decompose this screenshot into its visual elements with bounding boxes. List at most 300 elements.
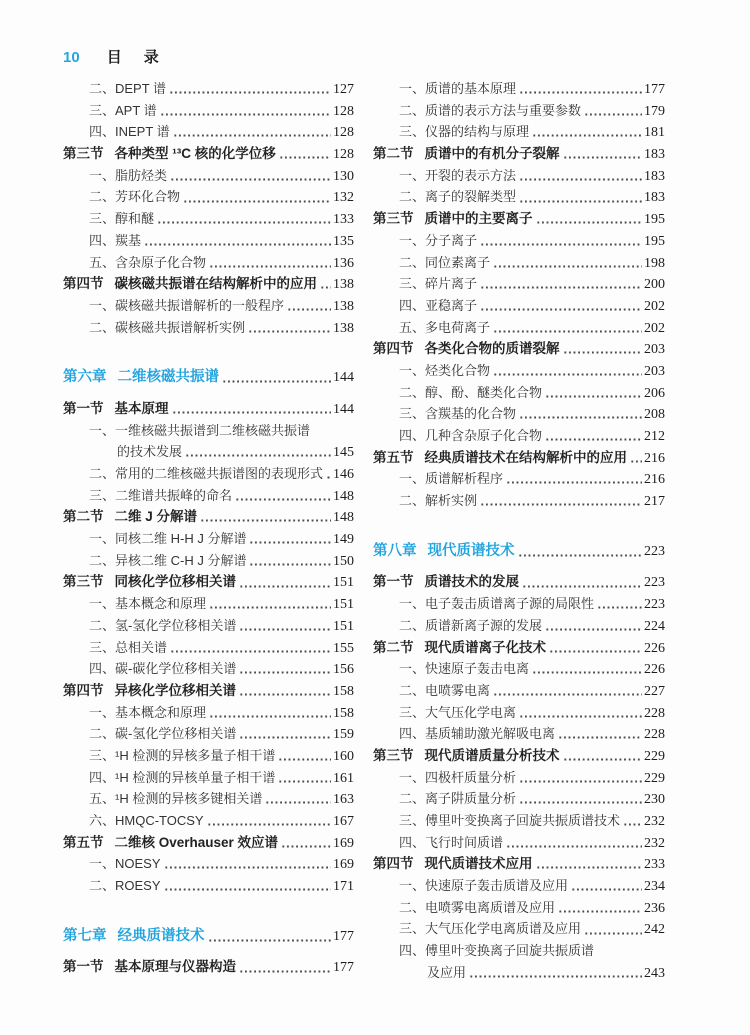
toc-entry [63,463,354,485]
dot-leader [519,788,642,810]
entry-page-number: 160 [333,748,354,764]
dot-leader [239,723,331,745]
dot-leader [623,810,642,832]
dot-leader [519,403,642,425]
entry-page-number: 145 [333,445,354,461]
entry-page-number: 234 [644,879,665,895]
entry-title: 经典质谱技术在结构解析中的应用 [424,449,627,465]
toc-entry [63,78,354,100]
entry-page-number: 208 [644,407,665,423]
entry-title: 五、¹H 检测的异核多键相关谱 [89,791,263,807]
toc-entry [373,940,665,962]
toc-entry [63,398,354,420]
toc-entry [373,121,665,143]
toc-entry [373,208,665,230]
entry-title: 二、DEPT 谱 [89,81,167,96]
toc-entry [373,143,665,165]
entry-page-number: 149 [333,532,354,548]
toc-header-title: 目录 [106,49,181,66]
dot-leader [480,490,642,512]
entry-page-number: 169 [333,857,354,873]
dot-leader [532,121,642,143]
entry-page-number: 127 [333,82,354,97]
dot-leader [563,338,643,360]
toc-entry [63,100,354,122]
dot-leader [519,186,642,208]
entry-label: 第一节 [63,959,104,975]
dot-leader [519,767,642,789]
toc-entry [373,637,665,659]
toc-entry [373,541,665,563]
dot-leader [584,100,642,122]
entry-page-number: 243 [644,965,665,981]
entry-page-number: 181 [644,125,665,141]
toc-entry [373,338,665,360]
dot-leader [571,875,642,897]
entry-title: 异核化学位移相关谱 [114,682,236,698]
toc-entry [373,447,665,469]
entry-title: 各类化合物的质谱裂解 [424,341,560,357]
entry-title: 二、电喷雾电离质谱及应用 [399,899,556,915]
entry-title: 二、醇、酚、醚类化合物 [399,384,543,400]
dot-leader [183,186,331,208]
toc-entry [373,295,665,317]
toc-entry [63,745,354,767]
entry-page-number: 144 [333,401,354,417]
entry-page-number: 179 [644,103,665,119]
toc-entry [63,702,354,724]
entry-title: 各种类型 ¹³C 核的化学位移 [114,146,276,162]
dot-leader [173,121,331,143]
entry-page-number: 148 [333,488,354,504]
entry-title: 六、HMQC-TOCSY [89,813,204,828]
entry-page-number: 148 [333,510,354,526]
dot-leader [558,723,642,745]
entry-label: 第五节 [63,834,104,850]
dot-leader [249,528,331,550]
toc-entry [373,788,665,810]
entry-page-number: 132 [333,190,354,206]
toc-entry [63,295,354,317]
entry-title: 现代质谱离子化技术 [424,639,546,655]
toc-entry [63,853,354,875]
entry-title: 二、电喷雾电离 [399,682,491,698]
entry-page-number: 202 [644,298,665,314]
entry-title: 一、开裂的表示方法 [399,167,517,183]
dot-leader [265,788,331,810]
entry-page-number: 150 [333,553,354,569]
entry-title: 四、傅里叶变换离子回旋共振质谱 [399,943,595,959]
dot-leader [630,447,642,469]
dot-leader [239,571,331,593]
entry-title: 现代质谱质量分析技术 [424,747,560,763]
toc-entry [373,425,665,447]
entry-title: 二、ROESY [89,878,161,894]
entry-page-number: 138 [333,320,354,336]
entry-page-number: 138 [333,298,354,314]
entry-title: 二、碳核磁共振谱解析实例 [89,319,246,335]
dot-leader [493,317,642,339]
toc-entry [63,723,354,745]
dot-leader [208,926,332,948]
entry-title: 二维 J 分解谱 [114,509,198,525]
dot-leader [563,143,643,165]
page-header [63,46,181,67]
entry-page-number: 177 [644,82,665,97]
entry-title: 四、INEPT 谱 [89,124,170,140]
toc-entry [63,680,354,702]
toc-entry [63,143,354,165]
entry-title: 一、NOESY [89,856,161,872]
entry-label: 第三节 [373,211,414,227]
entry-label: 第四节 [373,856,414,872]
entry-title: 二、离子阱质量分析 [399,791,517,807]
entry-title: 一、基本概念和原理 [89,596,207,612]
dot-leader [519,165,642,187]
dot-leader [480,230,642,252]
entry-title: 二、氢-氢化学位移相关谱 [89,617,237,633]
entry-page-number: 151 [333,597,354,613]
entry-title: 三、碎片离子 [399,276,478,292]
entry-title: 四、基质辅助激光解吸电离 [399,726,556,742]
dot-leader [169,78,331,100]
dot-leader [480,295,642,317]
dot-leader [278,745,331,767]
entry-page-number: 183 [644,168,665,184]
entry-title: 四、亚稳离子 [399,297,478,313]
dot-leader [506,468,642,490]
entry-title: 四、飞行时间质谱 [399,834,504,850]
entry-page-number: 229 [644,748,665,764]
entry-title: 一、烃类化合物 [399,362,491,378]
toc-column-right [373,78,665,984]
entry-page-number: 158 [333,705,354,721]
dot-leader [209,252,331,274]
dot-leader [519,702,642,724]
entry-title: 五、多电荷离子 [399,319,491,335]
dot-leader [518,541,643,563]
entry-page-number: 233 [644,857,665,873]
toc-entry [63,186,354,208]
entry-page-number: 151 [333,618,354,634]
entry-page-number: 223 [644,575,665,591]
entry-label: 第四节 [373,341,414,357]
toc-entry [373,593,665,615]
entry-page-number: 216 [644,450,665,466]
entry-page-number: 229 [644,770,665,786]
toc-entry [373,186,665,208]
dot-leader [239,658,331,680]
toc-entry [63,165,354,187]
entry-title: 二、离子的裂解类型 [399,189,517,205]
entry-page-number: 230 [644,792,665,808]
entry-page-number: 138 [333,277,354,293]
entry-page-number: 156 [333,662,354,678]
toc-column-left [63,78,354,984]
toc-entry [373,853,665,875]
dot-leader [239,956,331,978]
entry-page-number: 136 [333,255,354,271]
entry-page-number: 202 [644,320,665,336]
toc-entry [373,571,665,593]
toc-entry [373,100,665,122]
toc-entry [373,252,665,274]
entry-label: 第二节 [373,639,414,655]
dot-leader [235,485,331,507]
toc-entry [373,490,665,512]
entry-title: 一、四极杆质量分析 [399,769,517,785]
dot-leader [239,680,331,702]
entry-title: 三、大气压化学电离 [399,704,517,720]
dot-leader [522,571,642,593]
toc-entry [63,121,354,143]
entry-page-number: 242 [644,922,665,938]
dot-leader [278,767,331,789]
dot-leader [545,615,642,637]
entry-label: 第三节 [63,574,104,590]
dot-leader [519,78,642,100]
toc-entry [373,723,665,745]
toc-entry [63,367,354,389]
entry-title: 四、几种含杂原子化合物 [399,428,543,443]
toc-entry [373,810,665,832]
dot-leader [164,853,331,875]
dot-leader [506,832,642,854]
entry-page-number: 232 [644,835,665,851]
dot-leader [160,100,331,122]
entry-page-number: 224 [644,618,665,634]
dot-leader [279,143,331,165]
entry-title: 一、快速原子轰击电离 [399,661,530,677]
toc-entry [63,485,354,507]
entry-title: 质谱中的主要离子 [424,211,533,227]
toc-entry [63,317,354,339]
entry-page-number: 128 [333,125,354,141]
toc-entry [63,615,354,637]
entry-label: 第四节 [63,682,104,698]
entry-label: 第三节 [373,747,414,763]
dot-leader [536,208,643,230]
entry-page-number: 203 [644,363,665,379]
entry-title: 五、含杂原子化合物 [89,254,207,270]
entry-title: 三、傅里叶变换离子回旋共振质谱技术 [399,813,621,828]
toc-entry [63,788,354,810]
entry-label: 第四节 [63,276,104,292]
dot-leader [207,810,331,832]
toc-entry [63,637,354,659]
dot-leader [222,367,331,389]
entry-label: 第六章 [63,369,107,386]
entry-page-number: 183 [644,190,665,206]
dot-leader [320,273,331,295]
entry-title: 碳核磁共振谱在结构解析中的应用 [114,276,317,292]
dot-leader [144,230,331,252]
entry-page-number: 155 [333,640,354,656]
page-number: 10 [63,49,80,66]
dot-leader [287,295,331,317]
toc-entry [63,956,354,978]
dot-leader [172,398,332,420]
entry-page-number: 177 [333,928,354,944]
toc-entry [63,230,354,252]
dot-leader [200,506,331,528]
dot-leader [480,273,642,295]
toc-entry [63,550,354,572]
entry-title: 二、碳-氢化学位移相关谱 [89,726,237,742]
toc-entry [63,926,354,948]
toc-entry [373,468,665,490]
entry-title: 三、仪器的结构与原理 [399,124,530,140]
entry-page-number: 212 [644,429,665,444]
entry-page-number: 183 [644,147,665,163]
entry-page-number: 227 [644,683,665,699]
toc-entry [63,252,354,274]
dot-leader [545,425,642,447]
toc-entry [373,767,665,789]
entry-title: 一、一维核磁共振谱到二维核磁共振谱 [89,422,311,438]
entry-title: 一、快速原子轰击质谱及应用 [399,878,569,894]
entry-title: 一、碳核磁共振谱解析的一般程序 [89,297,285,313]
entry-page-number: 151 [333,575,354,591]
dot-leader [239,615,331,637]
dot-leader [469,962,642,984]
entry-label: 第二节 [373,146,414,162]
entry-title: 同核化学位移相关谱 [114,574,236,590]
entry-page-number: 195 [644,212,665,228]
entry-label: 第二节 [63,509,104,525]
toc-entry [373,680,665,702]
entry-title: 一、质谱的基本原理 [399,81,517,96]
dot-leader [326,463,331,485]
entry-label: 第三节 [63,146,104,162]
entry-page-number: 226 [644,640,665,656]
dot-leader [584,918,642,940]
toc-entry [373,403,665,425]
toc-entry [373,658,665,680]
toc-entry [373,78,665,100]
toc-entry [373,230,665,252]
entry-title: 二、芳环化合物 [89,189,181,205]
entry-title: 一、脂肪烃类 [89,167,168,183]
entry-title: 二、同位素离子 [399,254,491,270]
toc-entry [373,918,665,940]
toc-entry [63,593,354,615]
toc-entry [373,745,665,767]
entry-page-number: 198 [644,255,665,271]
entry-page-number: 177 [333,960,354,976]
entry-title: 的技术发展 [117,444,183,460]
entry-title: 二维核磁共振谱 [117,369,219,386]
dot-leader [532,658,642,680]
dot-leader [536,853,643,875]
entry-title: 基本原理与仪器构造 [114,959,236,975]
toc-entry [63,441,354,463]
entry-page-number: 216 [644,472,665,488]
dot-leader [170,165,331,187]
entry-title: 一、基本概念和原理 [89,704,207,720]
toc-entry [373,615,665,637]
entry-title: 基本原理 [114,400,169,416]
entry-label: 第五节 [373,449,414,465]
entry-page-number: 200 [644,277,665,293]
toc-entry [63,832,354,854]
entry-title: 一、分子离子 [399,232,478,248]
entry-title: 四、¹H 检测的异核单量子相干谱 [89,769,276,785]
toc-entry [63,810,354,832]
toc-entry [373,897,665,919]
toc-entry [373,317,665,339]
entry-title: 三、含羰基的化合物 [399,406,517,422]
dot-leader [209,702,331,724]
dot-leader [558,897,642,919]
entry-page-number: 130 [333,168,354,184]
entry-page-number: 217 [644,494,665,510]
entry-title: 二、异核二维 C-H J 分解谱 [89,552,247,568]
entry-title: 经典质谱技术 [117,927,205,944]
entry-page-number: 146 [333,467,354,482]
toc-entry [373,382,665,404]
dot-leader [249,550,331,572]
dot-leader [248,317,331,339]
toc-columns [63,78,667,984]
toc-entry [63,528,354,550]
entry-title: 三、总相关谱 [89,639,168,655]
entry-title: 现代质谱技术 [427,542,515,559]
entry-page-number: 133 [333,212,354,228]
toc-entry [373,832,665,854]
entry-label: 第一节 [63,400,104,416]
dot-leader [563,745,643,767]
entry-page-number: 232 [644,814,665,829]
dot-leader [597,593,642,615]
toc-entry [373,273,665,295]
entry-title: 二、质谱新离子源的发展 [399,617,543,633]
entry-page-number: 226 [644,662,665,678]
entry-title: 二、常用的二维核磁共振谱图的表现形式 [89,466,324,481]
entry-page-number: 128 [333,103,354,119]
entry-page-number: 203 [644,342,665,358]
entry-title: 三、大气压化学电离质谱及应用 [399,921,582,937]
entry-label: 第七章 [63,927,107,944]
entry-page-number: 158 [333,683,354,699]
dot-leader [493,252,642,274]
toc-entry [373,360,665,382]
entry-page-number: 144 [333,370,354,386]
entry-title: 四、碳-碳化学位移相关谱 [89,661,237,677]
toc-entry [63,658,354,680]
dot-leader [170,637,331,659]
entry-page-number: 161 [333,770,354,786]
entry-page-number: 171 [333,879,354,895]
toc-entry [63,420,354,442]
entry-page-number: 228 [644,727,665,743]
entry-page-number: 236 [644,900,665,916]
entry-label: 第八章 [373,542,417,559]
dot-leader [493,360,642,382]
entry-title: 三、醇和醚 [89,211,155,227]
entry-label: 第一节 [373,574,414,590]
toc-entry [373,702,665,724]
entry-title: 及应用 [427,964,467,980]
toc-entry [63,875,354,897]
entry-title: 二、解析实例 [399,493,478,509]
entry-page-number: 163 [333,792,354,808]
entry-page-number: 223 [644,597,665,613]
dot-leader [545,382,642,404]
entry-page-number: 135 [333,233,354,249]
toc-entry [63,571,354,593]
entry-title: 质谱技术的发展 [424,574,519,590]
